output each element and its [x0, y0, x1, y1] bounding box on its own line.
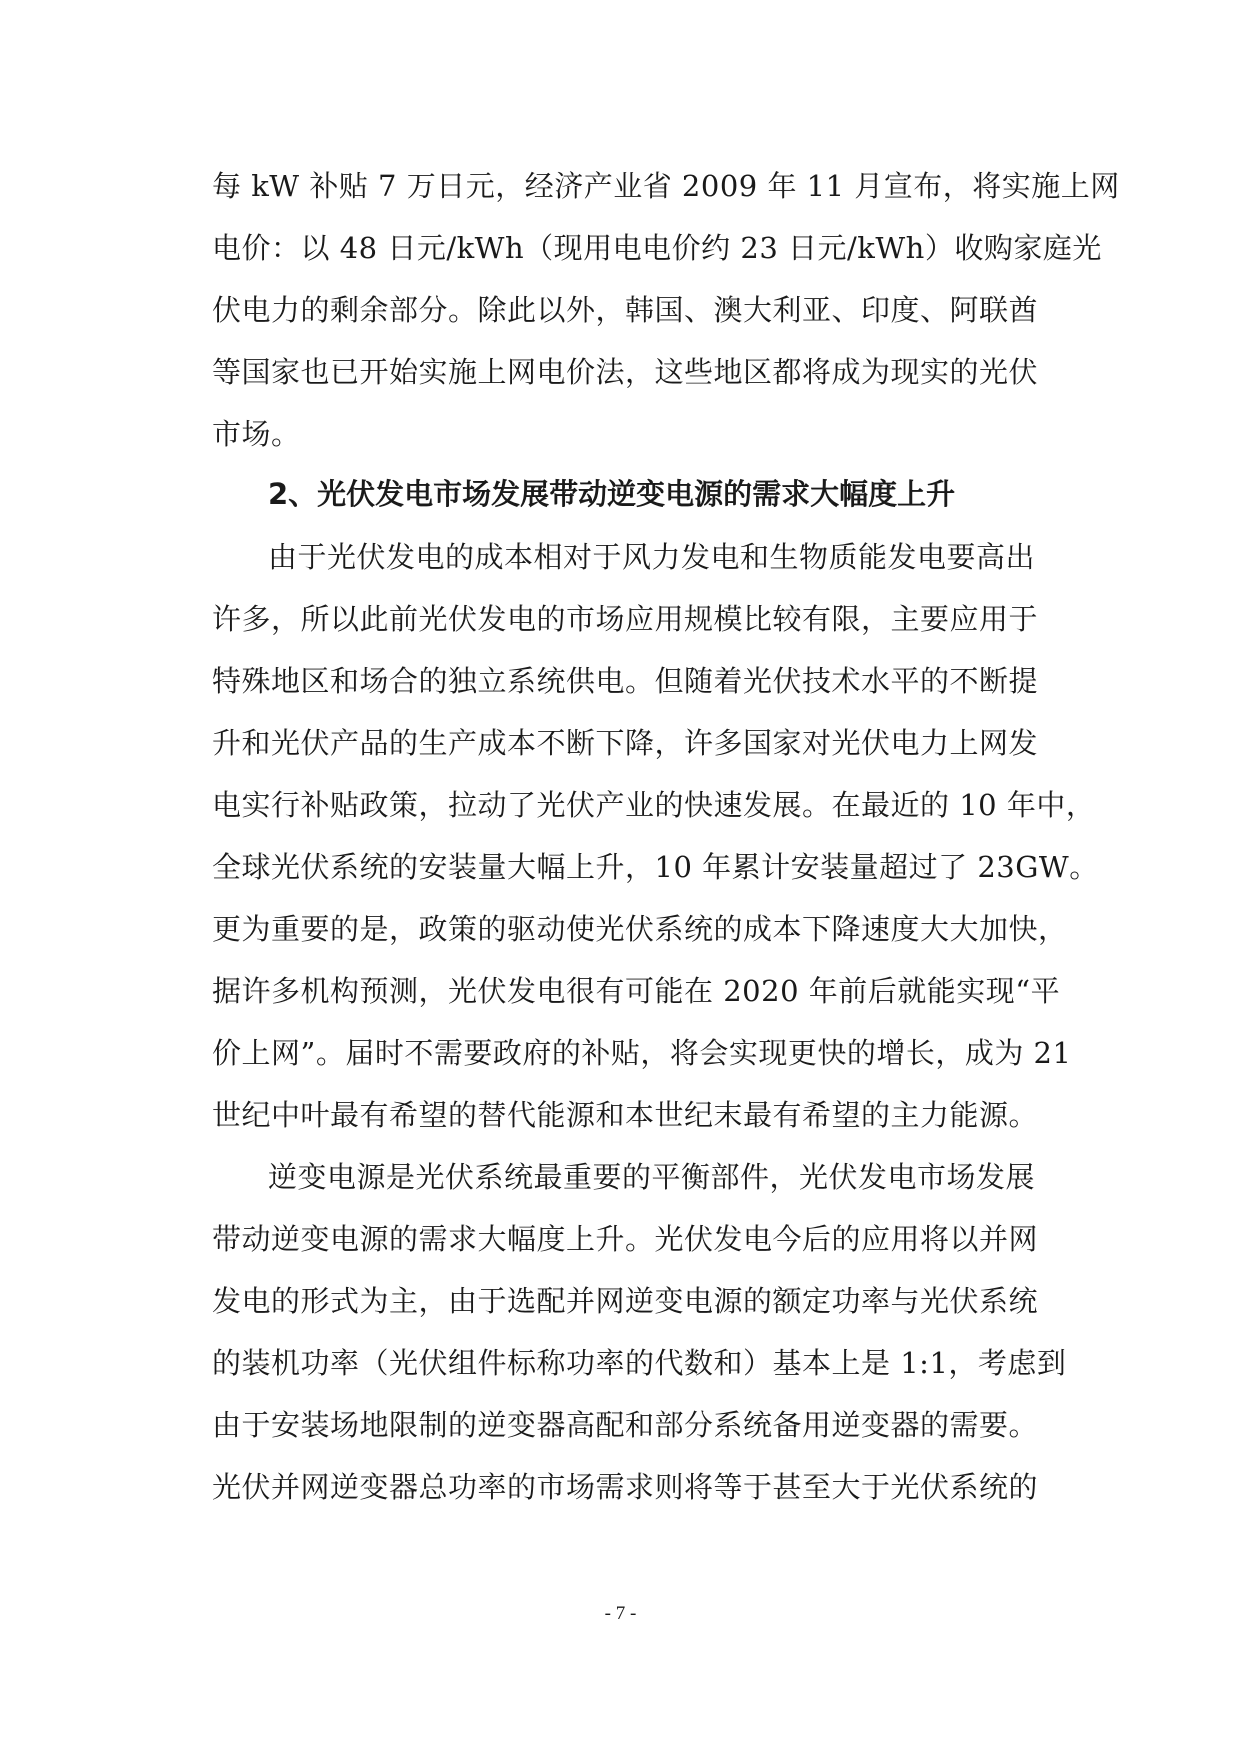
para2-line-7: 更为重要的是，政策的驱动使光伏系统的成本下降速度大大加快，	[212, 912, 1068, 946]
para3-line-6: 光伏并网逆变器总功率的市场需求则将等于甚至大于光伏系统的	[212, 1470, 1039, 1504]
para1-line-5: 市场。	[212, 417, 301, 451]
para2-line-2: 许多，所以此前光伏发电的市场应用规模比较有限，主要应用于	[212, 602, 1039, 636]
para3-line-2: 带动逆变电源的需求大幅度上升。光伏发电今后的应用将以并网	[212, 1222, 1039, 1256]
para1-line-1: 每 kW 补贴 7 万日元，经济产业省 2009 年 11 月宣布，将实施上网	[212, 169, 1120, 203]
para1-line-4: 等国家也已开始实施上网电价法，这些地区都将成为现实的光伏	[212, 355, 1039, 389]
para3-line-1: 逆变电源是光伏系统最重要的平衡部件，光伏发电市场发展	[268, 1160, 1036, 1194]
para2-line-6: 全球光伏系统的安装量大幅上升，10 年累计安装量超过了 23GW。	[212, 850, 1099, 884]
para2-line-4: 升和光伏产品的生产成本不断下降，许多国家对光伏电力上网发	[212, 726, 1039, 760]
para3-line-3: 发电的形式为主，由于选配并网逆变电源的额定功率与光伏系统	[212, 1284, 1039, 1318]
para3-line-4: 的装机功率（光伏组件标称功率的代数和）基本上是 1:1，考虑到	[212, 1346, 1067, 1380]
para2-line-5: 电实行补贴政策，拉动了光伏产业的快速发展。在最近的 10 年中，	[212, 788, 1096, 822]
para2-line-1: 由于光伏发电的成本相对于风力发电和生物质能发电要高出	[268, 540, 1036, 574]
para3-line-5: 由于安装场地限制的逆变器高配和部分系统备用逆变器的需要。	[212, 1408, 1039, 1442]
section-heading: 2、光伏发电市场发展带动逆变电源的需求大幅度上升	[268, 477, 956, 511]
para1-line-3: 伏电力的剩余部分。除此以外，韩国、澳大利亚、印度、阿联酋	[212, 293, 1039, 327]
page-number: - 7 -	[604, 1603, 637, 1624]
para1-line-2: 电价：以 48 日元/kWh（现用电电价约 23 日元/kWh）收购家庭光	[212, 231, 1102, 265]
para2-line-3: 特殊地区和场合的独立系统供电。但随着光伏技术水平的不断提	[212, 664, 1039, 698]
para2-line-8: 据许多机构预测，光伏发电很有可能在 2020 年前后就能实现“平	[212, 974, 1061, 1008]
para2-line-9: 价上网”。届时不需要政府的补贴，将会实现更快的增长，成为 21	[212, 1036, 1072, 1070]
para2-line-10: 世纪中叶最有希望的替代能源和本世纪末最有希望的主力能源。	[212, 1098, 1039, 1132]
